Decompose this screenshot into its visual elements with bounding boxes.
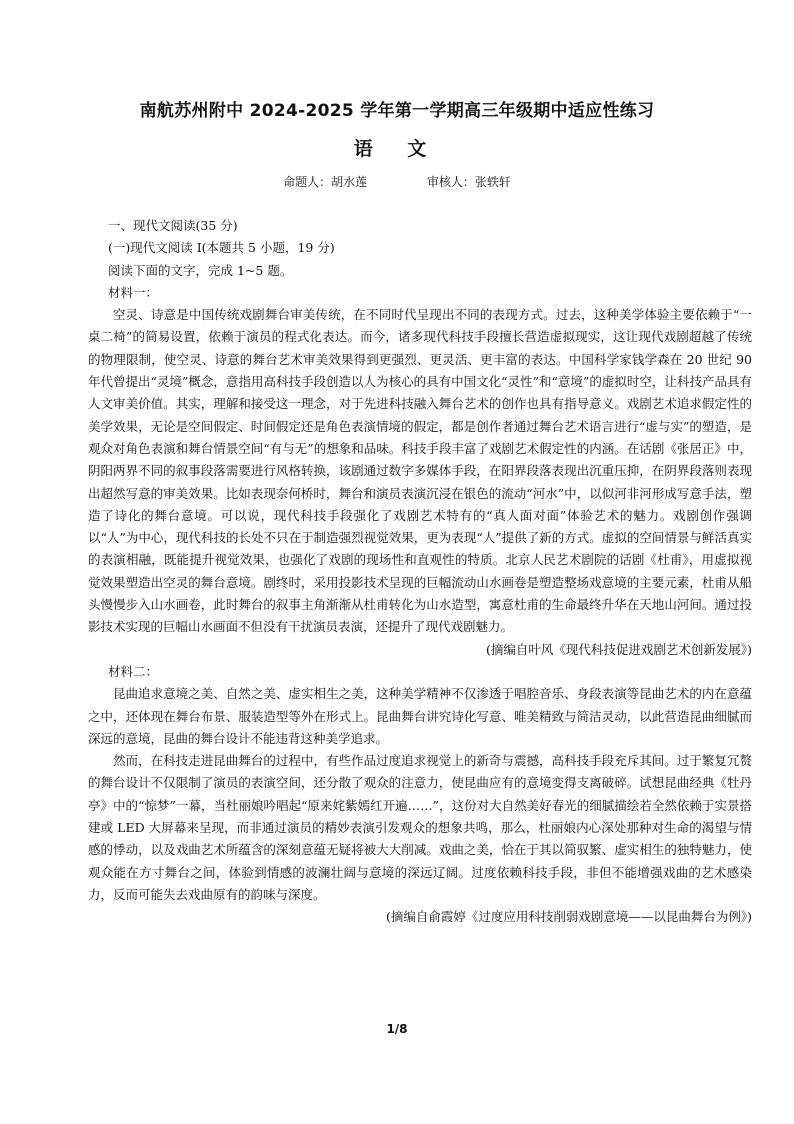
sub-heading: (一)现代文阅读 I(本题共 5 小题，19 分): [108, 240, 335, 256]
material-1-paragraph: 空灵、诗意是中国传统戏剧舞台审美传统，在不同时代呈现出不同的表现方式。过去，这种美学体验主要依赖于“一桌二椅”的简易设置，依赖于演员的程式化表达。而今，诸多现代科技手段擅长营造虚拟现实，这让现代戏剧超越了传统的物理限制，使空灵、诗意的舞台艺术审美效果得到更强烈、更灵活、更丰富的表达。中国科学家钱学森在 20 世纪 90 年代曾提出“灵境”概念，意指用高科技手段创造以人为核心的具有中国文化“灵性”和“意境”的虚拟时空，让科技产品具有人文审美价值。其实，理解和接受这一理念，对于先进科技融入舞台艺术的创作也具有指导意义。戏剧艺术追求假定性的美学效果，无论是空间假定、时间假定还是角色表演情境的假定，都是创作者通过舞台艺术语言进行“虚与实”的塑造，是观众对角色表演和舞台情景空间“有与无”的想象和品味。科技手段丰富了戏剧艺术假定性的内涵。在话剧《张居正》中，阴阳两界不同的叙事段落需要进行风格转换，该剧通过数字多媒体手段，在阳界段落表现出沉重压抑，在阴界段落则表现出超然写意的审美效果。比如表现奈何桥时，舞台和演员表演沉浸在银色的流动“河水”中，以似河非河形成写意手法，塑造了诗化的舞台意境。可以说，现代科技手段强化了戏剧艺术特有的“真人面对面”体验艺术的魅力。戏剧创作强调以“人”为中心，现代科技的长处不只在于制造强烈视觉效果，更为表现“人”提供了新的方式。虚拟的空间情景与鲜活真实的表演相融，既能提升视觉效果，也强化了戏剧的现场性和直观性的特质。北京人民艺术剧院的话剧《杜甫》，用虚拟视觉效果塑造出空灵的舞台意境。剧终时，采用投影技术呈现的巨幅流动山水画卷是塑造整场戏意境的主要元素，杜甫从船头慢慢步入山水画卷，此时舞台的叙事主角渐渐从杜甫转化为山水造型，寓意杜甫的生命最终升华在天地山河间。通过投影技术实现的巨幅山水画面不但没有干扰演员表演，还提升了现代戏剧魅力。: [88, 307, 752, 635]
material-2-label: 材料二：: [108, 663, 159, 679]
subject-title: 语 文: [353, 138, 441, 160]
document-body: [88, 215, 752, 929]
section-heading: 一、现代文阅读(35 分): [108, 218, 238, 233]
material-1-source: (摘编自叶风《现代科技促进戏剧艺术创新发展》): [485, 641, 752, 657]
author-line: [0, 173, 794, 190]
page-number: 1/8: [386, 1022, 408, 1036]
exam-title: 南航苏州附中 2024-2025 学年第一学期高三年级期中适应性练习: [139, 101, 655, 121]
author-name: 命题人：胡水莲: [283, 175, 368, 189]
material-2-paragraph-2: 然而，在科技走进昆曲舞台的过程中，有些作品过度追求视觉上的新奇与震撼，高科技手段充斥其间。过于繁复冗赘的舞台设计不仅限制了演员的表演空间，还分散了观众的注意力，使昆曲应有的意境变得支离破碎。试想昆曲经典《牡丹亭》中的“惊梦”一幕，当杜丽娘吟唱起“原来姹紫嫣红开遍……”，这份对大自然美好春光的细腻描绘若全然依赖于实景搭建或 LED 大屏幕来呈现，而非通过演员的精妙表演引发观众的想象共鸣，那么，杜丽娘内心深处那种对生命的渴望与情感的悸动，以及戏曲艺术所蕴含的深刻意蕴无疑将被大大削减。戏曲之美，恰在于其以简驭繁、虚实相生的独特魅力，使观众能在方寸舞台之间，体验到情感的波澜壮阔与意境的深远辽阔。过度依赖科技手段，非但不能增强戏曲的艺术感染力，反而可能失去戏曲原有的韵味与深度。: [88, 753, 752, 902]
material-1-label: 材料一：: [108, 284, 159, 300]
reviewer-name: 审核人：张轶轩: [426, 175, 511, 189]
material-2-source: (摘编自俞霞婷《过度应用科技削弱戏剧意境——以昆曲舞台为例》): [385, 909, 752, 925]
instruction: 阅读下面的文字，完成 1~5 题。: [108, 262, 293, 278]
material-2-paragraph-1: 昆曲追求意境之美、自然之美、虚实相生之美，这种美学精神不仅渗透于唱腔音乐、身段表演等昆曲艺术的内在意蕴之中，还体现在舞台布景、服装造型等外在形式上。昆曲舞台讲究诗化写意、唯美精致与简洁灵动，以此营造昆曲细腻而深远的意境，昆曲的舞台设计不能违背这种美学追求。: [88, 686, 752, 746]
